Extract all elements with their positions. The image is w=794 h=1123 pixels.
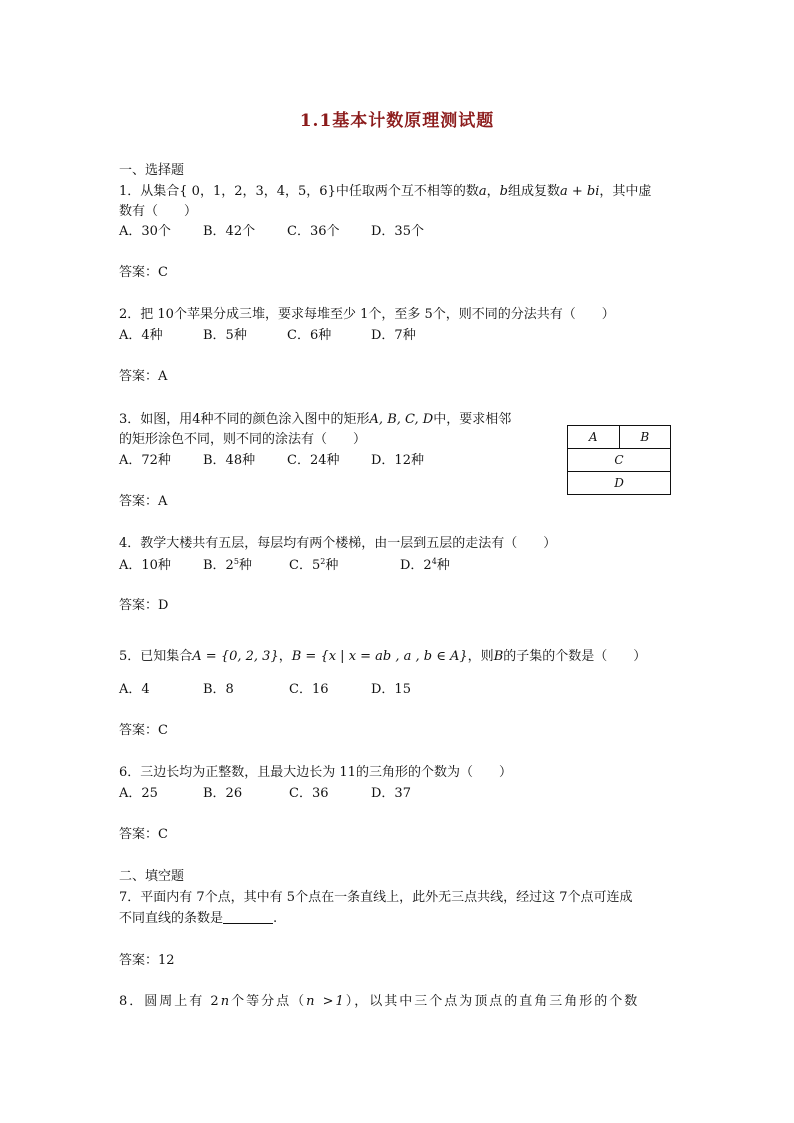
figure-cell-c: C bbox=[568, 449, 671, 472]
question-3-option-b: B．48种 bbox=[203, 453, 256, 468]
question-3-option-c: C．24种 bbox=[287, 453, 340, 468]
question-4-option-c: C．$5^2$种 bbox=[289, 557, 339, 573]
question-6-option-d: D．37 bbox=[371, 786, 411, 801]
section-heading-choice: 一、选择题 bbox=[119, 163, 185, 178]
question-2-option-a: A．4种 bbox=[119, 328, 163, 343]
question-1-option-b: B．42个 bbox=[203, 224, 256, 239]
question-2-option-d: D．7种 bbox=[371, 328, 416, 343]
question-1-answer: 答案：C bbox=[119, 265, 168, 280]
question-2-answer: 答案：A bbox=[119, 369, 168, 384]
question-2-text: 2．把 10个苹果分成三堆，要求每堆至少 1个，至多 5个，则不同的分法共有（ ） bbox=[119, 307, 615, 322]
question-6-option-c: C．36 bbox=[289, 786, 329, 801]
question-4-option-a: A．10种 bbox=[119, 558, 171, 573]
question-1-line-2: 数有（ ） bbox=[119, 204, 198, 219]
question-4-text: 4．教学大楼共有五层，每层均有两个楼梯，由一层到五层的走法有（ ） bbox=[119, 536, 557, 551]
question-2-option-b: B．5种 bbox=[203, 328, 247, 343]
question-5-option-b: B．8 bbox=[203, 682, 234, 697]
question-4-option-b: B．$2^5$种 bbox=[203, 557, 252, 573]
question-1-option-d: D．35个 bbox=[371, 224, 424, 239]
question-3-line-2: 的矩形涂色不同，则不同的涂法有（ ） bbox=[119, 432, 367, 447]
question-7-line-1: 7．平面内有 7个点，其中有 5个点在一条直线上，此外无三点共线，经过这 7个点可连成 bbox=[119, 890, 633, 905]
figure-cell-b: B bbox=[619, 426, 671, 449]
question-5-option-a: A．4 bbox=[119, 682, 150, 697]
question-2-option-c: C．6种 bbox=[287, 328, 332, 343]
question-4-answer: 答案：D bbox=[119, 598, 169, 613]
figure-cell-a: A bbox=[568, 426, 620, 449]
question-1-line-1: 1．从集合{ 0，1，2，3，4，5，6}中任取两个互不相等的数a，b组成复数a + bi，其中虚 bbox=[119, 184, 652, 199]
section-heading-fill: 二、填空题 bbox=[119, 869, 185, 884]
question-6-option-b: B．26 bbox=[203, 786, 243, 801]
rectangle-coloring-figure bbox=[567, 425, 671, 495]
question-4-option-d: D．$2^4$种 bbox=[400, 557, 450, 573]
question-6-text: 6．三边长均为正整数，且最大边长为 11的三角形的个数为（ ） bbox=[119, 765, 512, 780]
answer-blank bbox=[223, 911, 273, 924]
question-6-answer: 答案：C bbox=[119, 827, 168, 842]
question-8-text: 8．圆周上有 2n个等分点（n >1），以其中三个点为顶点的直角三角形的个数 bbox=[119, 994, 640, 1009]
question-3-option-a: A．72种 bbox=[119, 453, 171, 468]
question-3-answer: 答案：A bbox=[119, 494, 168, 509]
page-title: 1.1基本计数原理测试题 bbox=[299, 111, 495, 131]
question-5-option-c: C．16 bbox=[289, 682, 329, 697]
question-1-option-a: A．30个 bbox=[119, 224, 171, 239]
question-3-line-1: 3．如图，用4种不同的颜色涂入图中的矩形A, B, C, D中，要求相邻 bbox=[119, 412, 512, 427]
question-7-answer: 答案：12 bbox=[119, 953, 175, 968]
question-6-option-a: A．25 bbox=[119, 786, 158, 801]
figure-cell-d: D bbox=[568, 472, 671, 495]
question-7-line-2: 不同直线的条数是 . bbox=[119, 911, 278, 926]
question-5-option-d: D．15 bbox=[371, 682, 411, 697]
question-5-answer: 答案：C bbox=[119, 723, 168, 738]
question-5-text: 5．已知集合A = {0, 2, 3}，B = {x | x = ab , a , b ∈ A}，则B的子集的个数是（ ） bbox=[119, 649, 647, 664]
question-1-option-c: C．36个 bbox=[287, 224, 340, 239]
question-3-option-d: D．12种 bbox=[371, 453, 424, 468]
